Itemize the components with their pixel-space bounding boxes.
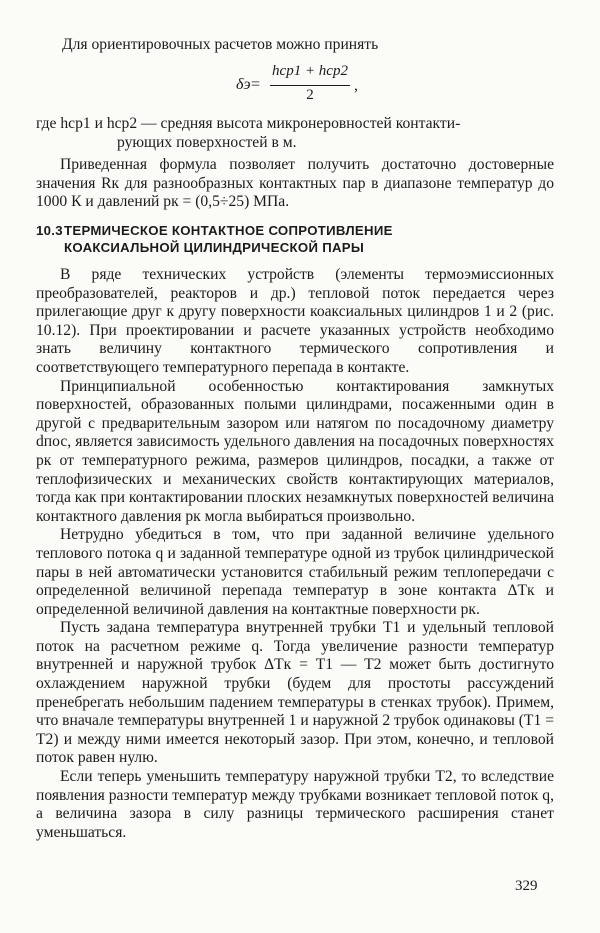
formula-lhs: δэ	[236, 76, 251, 93]
section-number: 10.3	[36, 223, 63, 238]
body-paragraph-3: Нетрудно убедиться в том, что при заданной величине удельного теплового потока q и заданной температуре одной из трубок цилиндрической пары в ней автоматически установится стабильный режим теплопередачи с определенной величиной перепада температур в зоне контакта ΔTк и определенной величиной давления на контактные поверхности pк.	[36, 526, 554, 618]
body-paragraph-2: Принципиальной особенностью контактирования замкнутых поверхностей, образованных полыми цилиндрами, посаженными один в другой с предварительным зазором или натягом по посадочному диаметру dпос, является зависимость удельного давления на посадочных поверхностях pк от температурного режима, размеров цилиндров, посадки, а также от теплофизических и механических свойств контактирующих материалов, тогда как при контактировании плоских незамкнутых поверхностей величина контактного давления pк могла выбираться произвольно.	[36, 377, 554, 525]
formula-delta	[236, 60, 396, 106]
where-line-2: рующих поверхностей в м.	[117, 133, 297, 151]
section-title-line-2: КОАКСИАЛЬНОЙ ЦИЛИНДРИЧЕСКОЙ ПАРЫ	[64, 240, 365, 255]
formula-denominator: 2	[306, 87, 314, 103]
intro-line: Для ориентировочных расчетов можно принять	[62, 36, 379, 53]
page-number: 329	[515, 878, 538, 894]
formula-equals: =	[251, 76, 261, 93]
paragraph-text: Приведенная формула позволяет получить достаточно достоверные значения Rк для разнообразных контактных пар в диапазоне температур до 1000 К и давлений pк = (0,5÷25) МПа.	[36, 156, 554, 211]
paragraph-formula-note	[36, 156, 554, 212]
where-line-1: где hср1 и hср2 — средняя высота микронеровностей контакти-	[36, 115, 461, 132]
section-body	[36, 266, 554, 842]
body-paragraph-4: Пусть задана температура внутренней трубки T1 и удельный тепловой поток на расчетном режиме q. Тогда увеличение разности температур внутренней и наружной трубок ΔTк = T1 — T2 может быть достигнуто охлаждением наружной трубки (будем для простоты рассуждений пренебрегать небольшим падением температуры в стенках трубок). Примем, что вначале температуры внутренней 1 и наружной 2 трубок одинаковы (T1 = T2) и между ними имеется некоторый зазор. При этом, конечно, и тепловой поток равен нулю.	[36, 619, 554, 767]
where-clause	[36, 115, 554, 152]
section-heading	[36, 222, 554, 256]
body-paragraph-5: Если теперь уменьшить температуру наружной трубки T2, то вследствие появления разности температур между трубками возникает тепловой поток q, а величина зазора в силу разницы термического расширения станет уменьшаться.	[36, 768, 554, 841]
formula-comma: ,	[354, 77, 358, 94]
section-title-line-1: ТЕРМИЧЕСКОЕ КОНТАКТНОЕ СОПРОТИВЛЕНИЕ	[64, 223, 393, 238]
body-paragraph-1: В ряде технических устройств (элементы термоэмиссионных преобразователей, реакторов и др.) тепловой поток передается через прилегающие друг к другу поверхности коаксиальных цилиндров 1 и 2 (рис. 10.12). При проектировании и расчете указанных устройств необходимо знать величину контактного термического сопротивления и соответствующего температурного перепада в контакте.	[36, 266, 554, 376]
fraction-bar	[270, 85, 350, 86]
formula-numerator: hср1 + hср2	[272, 63, 348, 79]
